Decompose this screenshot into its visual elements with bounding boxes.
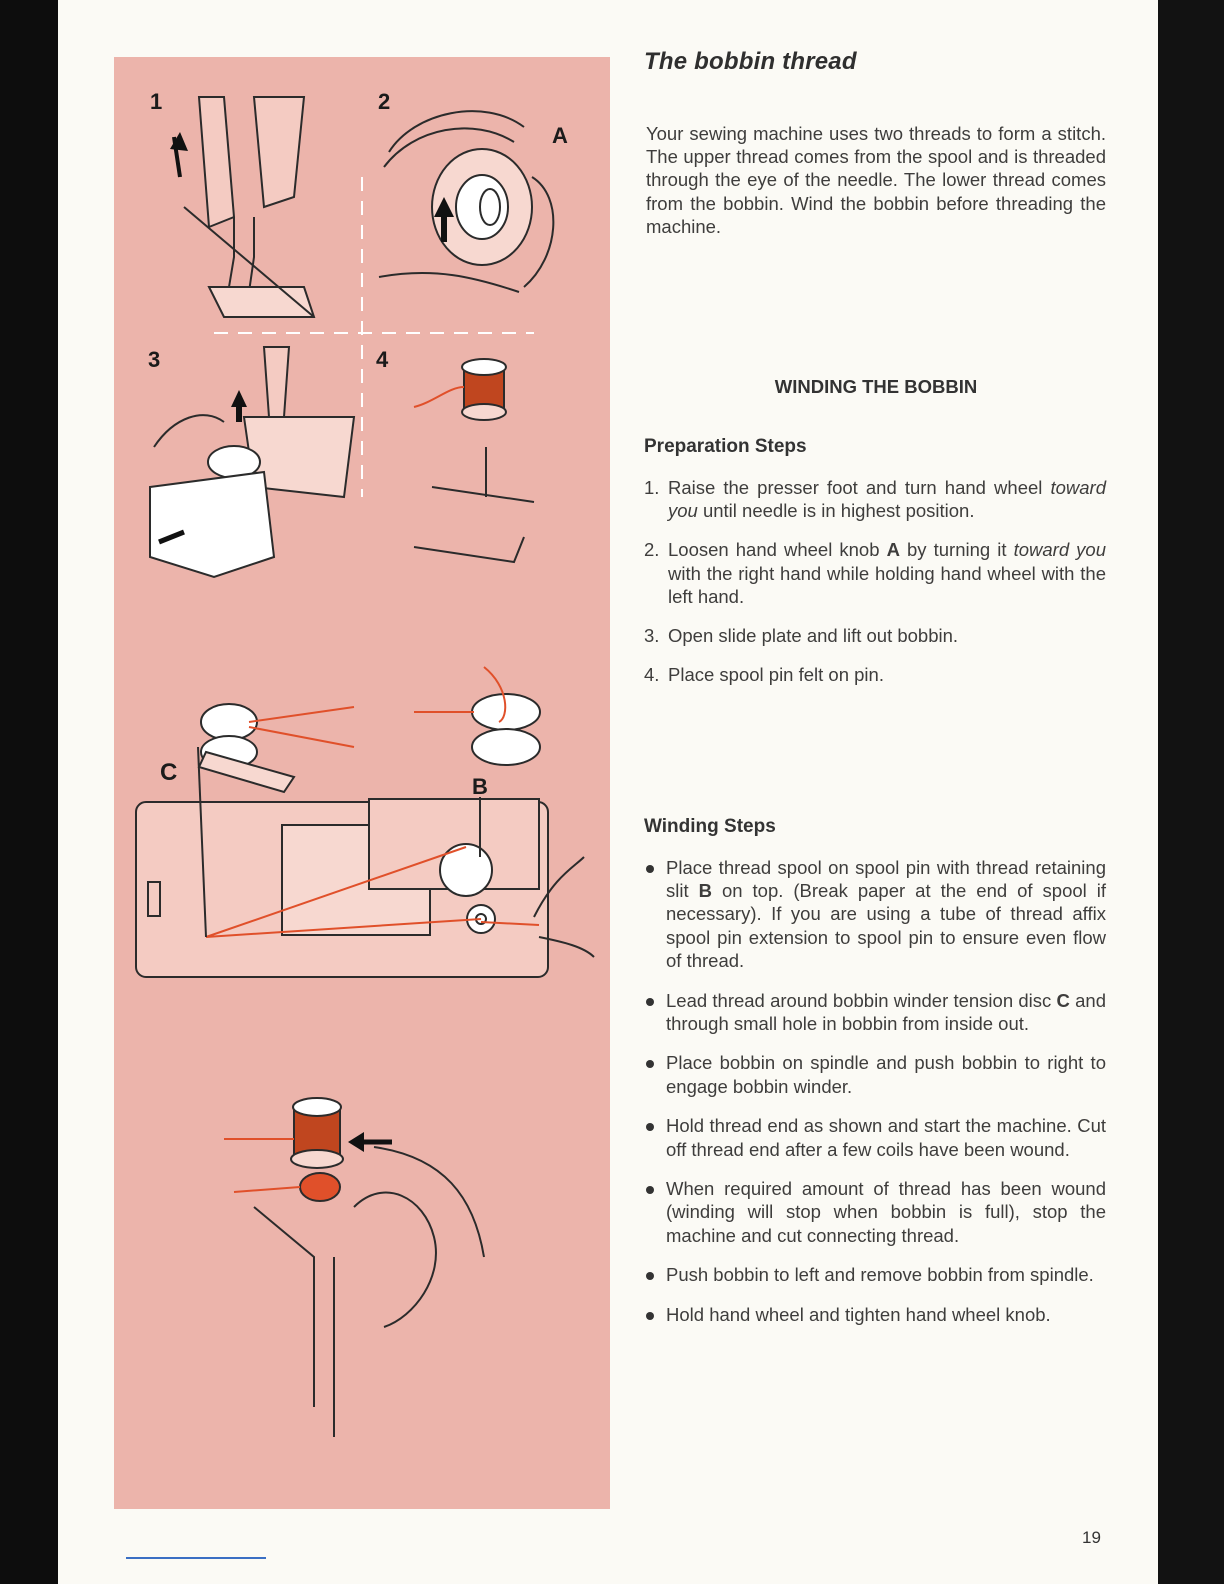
bullet-icon bbox=[646, 865, 654, 873]
winding-heading: Winding Steps bbox=[644, 816, 776, 837]
winding-step: Lead thread around bobbin winder tension disc C and through small hole in bobbin from inside out. bbox=[644, 989, 1106, 1035]
winding-step: Hold hand wheel and tighten hand wheel knob. bbox=[644, 1303, 1106, 1326]
page-edge-shadow bbox=[1158, 0, 1224, 1584]
preparation-steps bbox=[644, 476, 1106, 702]
figure-label-b: B bbox=[472, 774, 488, 799]
figure-winding-spindle bbox=[224, 1098, 484, 1437]
bullet-icon bbox=[646, 1272, 654, 1280]
footer-rule bbox=[126, 1557, 266, 1559]
figure-label-3: 3 bbox=[148, 347, 161, 372]
section-heading: WINDING THE BOBBIN bbox=[774, 376, 978, 397]
page-number: 19 bbox=[1082, 1528, 1101, 1547]
figure-label-c: C bbox=[160, 759, 178, 786]
winding-step: Push bobbin to left and remove bobbin from spindle. bbox=[644, 1263, 1106, 1286]
figure-bobbin-detail bbox=[414, 667, 540, 765]
winding-step: When required amount of thread has been wound (winding will stop when bobbin is full), stop the machine and cut connecting thread. bbox=[644, 1177, 1106, 1247]
intro-paragraph: Your sewing machine uses two threads to form a stitch. The upper thread comes from the spool and is threaded through the eye of the needle. The lower thread comes from the bobbin. Wind the bobbin before threading the machine. bbox=[646, 123, 1106, 237]
preparation-step: 2. Loosen hand wheel knob A by turning it toward you with the right hand while holding hand wheel with the left hand. bbox=[644, 539, 1106, 607]
bobbin-illustrations bbox=[114, 57, 610, 1509]
winding-step: Place bobbin on spindle and push bobbin to right to engage bobbin winder. bbox=[644, 1051, 1106, 1097]
page-title: The bobbin thread bbox=[644, 48, 857, 75]
winding-step: Hold thread end as shown and start the machine. Cut off thread end after a few coils have been wound. bbox=[644, 1114, 1106, 1160]
illustration-panel bbox=[114, 57, 610, 1509]
bullet-icon bbox=[646, 1060, 654, 1068]
preparation-step: 3. Open slide plate and lift out bobbin. bbox=[644, 625, 959, 647]
book-spine-shadow bbox=[0, 0, 58, 1584]
bullet-icon bbox=[646, 1186, 654, 1194]
bullet-icon bbox=[646, 1312, 654, 1320]
figure-2-hand-wheel bbox=[379, 111, 553, 292]
bullet-icon bbox=[646, 1123, 654, 1131]
figure-label-4: 4 bbox=[376, 347, 389, 372]
figure-machine-top-view bbox=[136, 747, 594, 977]
figure-1-presser-foot bbox=[170, 97, 314, 317]
bullet-icon bbox=[646, 998, 654, 1006]
figure-tension-disc-detail bbox=[199, 704, 354, 792]
preparation-step: 1. Raise the presser foot and turn hand wheel toward you until needle is in highest position. bbox=[644, 477, 1106, 522]
figure-label-2: 2 bbox=[378, 89, 391, 114]
figure-4-spool-pin bbox=[414, 359, 534, 562]
figure-label-1: 1 bbox=[150, 89, 163, 114]
figure-label-a: A bbox=[552, 123, 568, 148]
preparation-step: 4. Place spool pin felt on pin. bbox=[644, 664, 884, 686]
winding-steps bbox=[644, 856, 1106, 1343]
figure-3-slide-plate bbox=[150, 347, 354, 577]
preparation-heading: Preparation Steps bbox=[644, 436, 807, 457]
winding-step: Place thread spool on spool pin with thread retaining slit B on top. (Break paper at the end of spool if necessary). If you are using a tube of thread affix spool pin extension to spool pin to ensure even flow of thread. bbox=[644, 856, 1106, 972]
